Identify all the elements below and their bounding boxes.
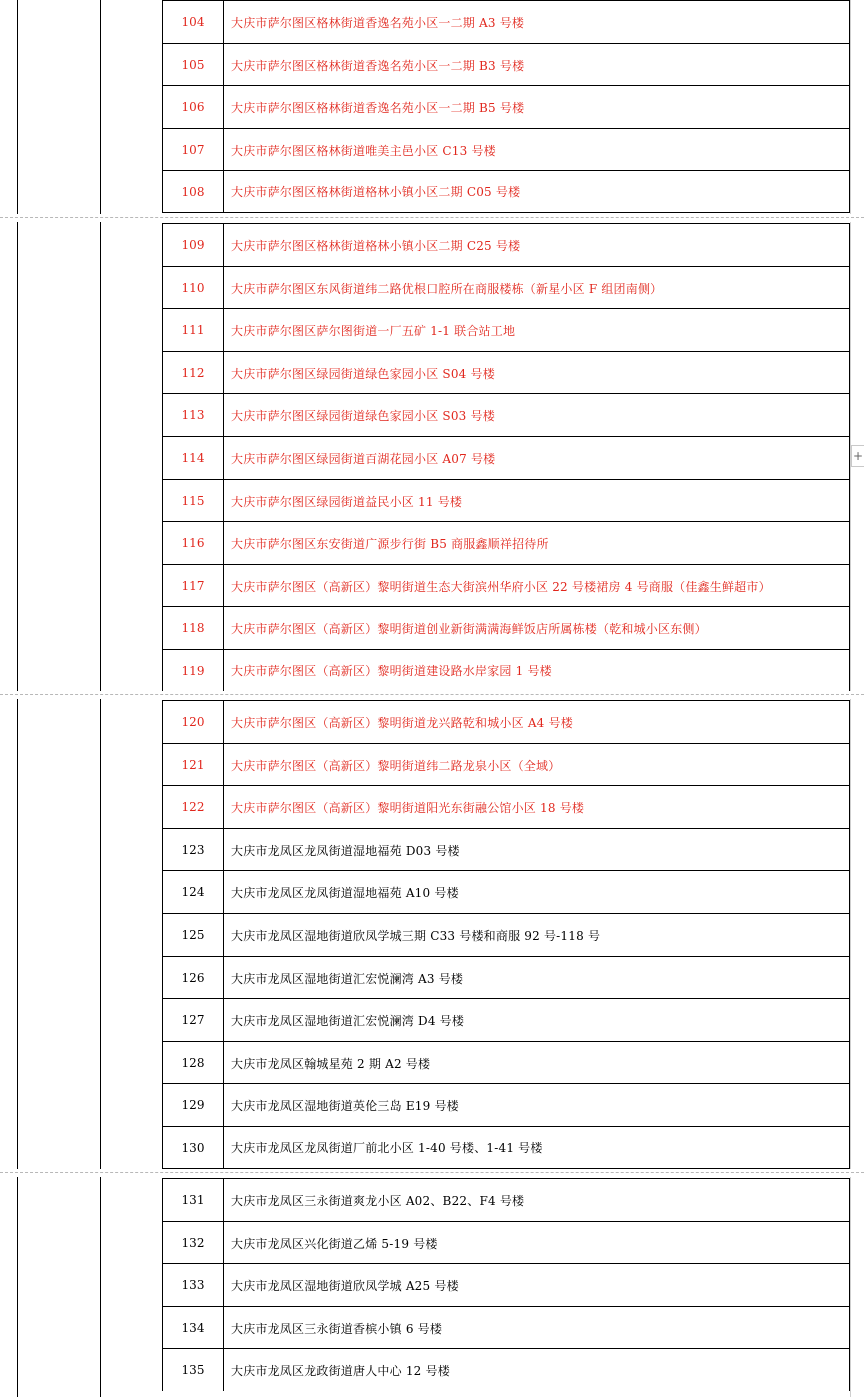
row-address: 大庆市萨尔图区绿园街道益民小区 11 号楼 [231, 494, 463, 509]
row-address: 大庆市龙凤区三永街道香槟小镇 6 号楼 [231, 1321, 443, 1336]
table-row [162, 870, 850, 913]
row-address: 大庆市萨尔图区格林街道香逸名苑小区一二期 A3 号楼 [231, 15, 525, 30]
table-row [162, 351, 850, 394]
table-row [162, 606, 850, 649]
row-address: 大庆市萨尔图区格林街道格林小镇小区二期 C05 号楼 [231, 185, 521, 199]
row-number: 104 [163, 1, 224, 43]
table-row [162, 1348, 850, 1391]
table-row [162, 1178, 850, 1221]
row-address: 大庆市龙凤区兴化街道乙烯 5-19 号楼 [231, 1236, 438, 1251]
row-address: 大庆市萨尔图区东风街道纬二路优根口腔所在商服楼栋（新星小区 F 组团南侧） [231, 281, 663, 296]
row-address: 大庆市龙凤区湿地街道欣凤学城三期 C33 号楼和商服 92 号-118 号 [231, 928, 601, 943]
row-number: 110 [163, 267, 224, 309]
page-break [0, 1169, 864, 1177]
row-number: 114 [163, 437, 224, 479]
row-number: 123 [163, 829, 224, 871]
table-row [162, 1126, 850, 1169]
table-row [162, 956, 850, 999]
table-row [162, 393, 850, 436]
table-row [162, 828, 850, 871]
row-number: 126 [163, 957, 224, 999]
row-number: 116 [163, 522, 224, 564]
table-row [162, 170, 850, 213]
row-address: 大庆市萨尔图区绿园街道绿色家园小区 S03 号楼 [231, 408, 495, 423]
row-number: 132 [163, 1222, 224, 1264]
table-row [162, 308, 850, 351]
row-address: 大庆市龙凤区龙凤街道湿地福苑 A10 号楼 [231, 885, 459, 900]
row-address: 大庆市龙凤区三永街道爽龙小区 A02、B22、F4 号楼 [231, 1193, 525, 1208]
table-row [162, 1306, 850, 1349]
table-row [162, 43, 850, 86]
table-row [162, 913, 850, 956]
row-address: 大庆市萨尔图区格林街道香逸名苑小区一二期 B3 号楼 [231, 58, 525, 73]
row-address: 大庆市萨尔图区（高新区）黎明街道纬二路龙泉小区（全域） [231, 758, 561, 773]
table-row [162, 1083, 850, 1126]
row-number: 131 [163, 1179, 224, 1221]
row-number: 122 [163, 786, 224, 828]
table-row [162, 1041, 850, 1084]
row-number: 125 [163, 914, 224, 956]
table-row [162, 700, 850, 743]
row-number: 120 [163, 701, 224, 743]
row-address: 大庆市萨尔图区（高新区）黎明街道建设路水岸家园 1 号楼 [231, 664, 552, 678]
row-address: 大庆市龙凤区龙凤街道湿地福苑 D03 号楼 [231, 843, 460, 858]
table-row [162, 564, 850, 607]
row-address: 大庆市萨尔图区（高新区）黎明街道阳光东街融公馆小区 18 号楼 [231, 800, 585, 815]
row-address: 大庆市龙凤区龙凤街道厂前北小区 1-40 号楼、1-41 号楼 [231, 1141, 543, 1155]
row-address: 大庆市龙凤区翰城星苑 2 期 A2 号楼 [231, 1056, 431, 1071]
row-address: 大庆市萨尔图区萨尔图街道一厂五矿 1-1 联合站工地 [231, 323, 516, 338]
row-number: 108 [163, 171, 224, 212]
table-row [162, 223, 850, 266]
row-address: 大庆市萨尔图区绿园街道百湖花园小区 A07 号楼 [231, 451, 496, 466]
page-break [0, 691, 864, 699]
table-row [162, 266, 850, 309]
table-row [162, 479, 850, 522]
row-number: 111 [163, 309, 224, 351]
row-number: 112 [163, 352, 224, 394]
row-address: 大庆市龙凤区湿地街道汇宏悦澜湾 D4 号楼 [231, 1013, 465, 1028]
row-number: 121 [163, 744, 224, 786]
row-number: 106 [163, 86, 224, 128]
row-address: 大庆市龙凤区湿地街道英伦三岛 E19 号楼 [231, 1098, 459, 1113]
table-row [162, 785, 850, 828]
row-address: 大庆市萨尔图区格林街道香逸名苑小区一二期 B5 号楼 [231, 100, 525, 115]
row-number: 118 [163, 607, 224, 649]
row-number: 105 [163, 44, 224, 86]
row-address: 大庆市萨尔图区（高新区）黎明街道生态大街滨州华府小区 22 号楼裙房 4 号商服（佳鑫生鲜超市） [231, 579, 771, 594]
expand-handle-button[interactable]: + [851, 445, 864, 467]
row-address: 大庆市龙凤区湿地街道欣凤学城 A25 号楼 [231, 1278, 459, 1293]
table-row [162, 649, 850, 692]
row-number: 124 [163, 871, 224, 913]
table-row [162, 1263, 850, 1306]
row-address: 大庆市萨尔图区东安街道广源步行街 B5 商服鑫顺祥招待所 [231, 536, 549, 551]
table-row [162, 998, 850, 1041]
row-address: 大庆市萨尔图区格林街道格林小镇小区二期 C25 号楼 [231, 238, 521, 253]
row-number: 119 [163, 650, 224, 691]
table-row [162, 743, 850, 786]
table-row [162, 85, 850, 128]
table-row [162, 0, 850, 43]
row-number: 135 [163, 1349, 224, 1391]
row-address: 大庆市龙凤区湿地街道汇宏悦澜湾 A3 号楼 [231, 971, 464, 986]
table-row [162, 521, 850, 564]
table-row [162, 1221, 850, 1264]
row-number: 129 [163, 1084, 224, 1126]
row-number: 128 [163, 1042, 224, 1084]
row-number: 107 [163, 129, 224, 171]
row-number: 115 [163, 480, 224, 522]
row-number: 130 [163, 1127, 224, 1168]
page-break [0, 214, 864, 222]
table-row [162, 128, 850, 171]
row-number: 127 [163, 999, 224, 1041]
row-address: 大庆市龙凤区龙政街道唐人中心 12 号楼 [231, 1363, 450, 1378]
row-number: 133 [163, 1264, 224, 1306]
row-number: 109 [163, 224, 224, 266]
row-address: 大庆市萨尔图区（高新区）黎明街道创业新街满满海鲜饭店所属栋楼（乾和城小区东侧） [231, 621, 707, 636]
row-number: 134 [163, 1307, 224, 1349]
row-number: 117 [163, 565, 224, 607]
row-number: 113 [163, 394, 224, 436]
row-address: 大庆市萨尔图区绿园街道绿色家园小区 S04 号楼 [231, 366, 495, 381]
row-address: 大庆市萨尔图区（高新区）黎明街道龙兴路乾和城小区 A4 号楼 [231, 715, 573, 730]
row-address: 大庆市萨尔图区格林街道唯美主邑小区 C13 号楼 [231, 143, 496, 158]
table-row [162, 436, 850, 479]
